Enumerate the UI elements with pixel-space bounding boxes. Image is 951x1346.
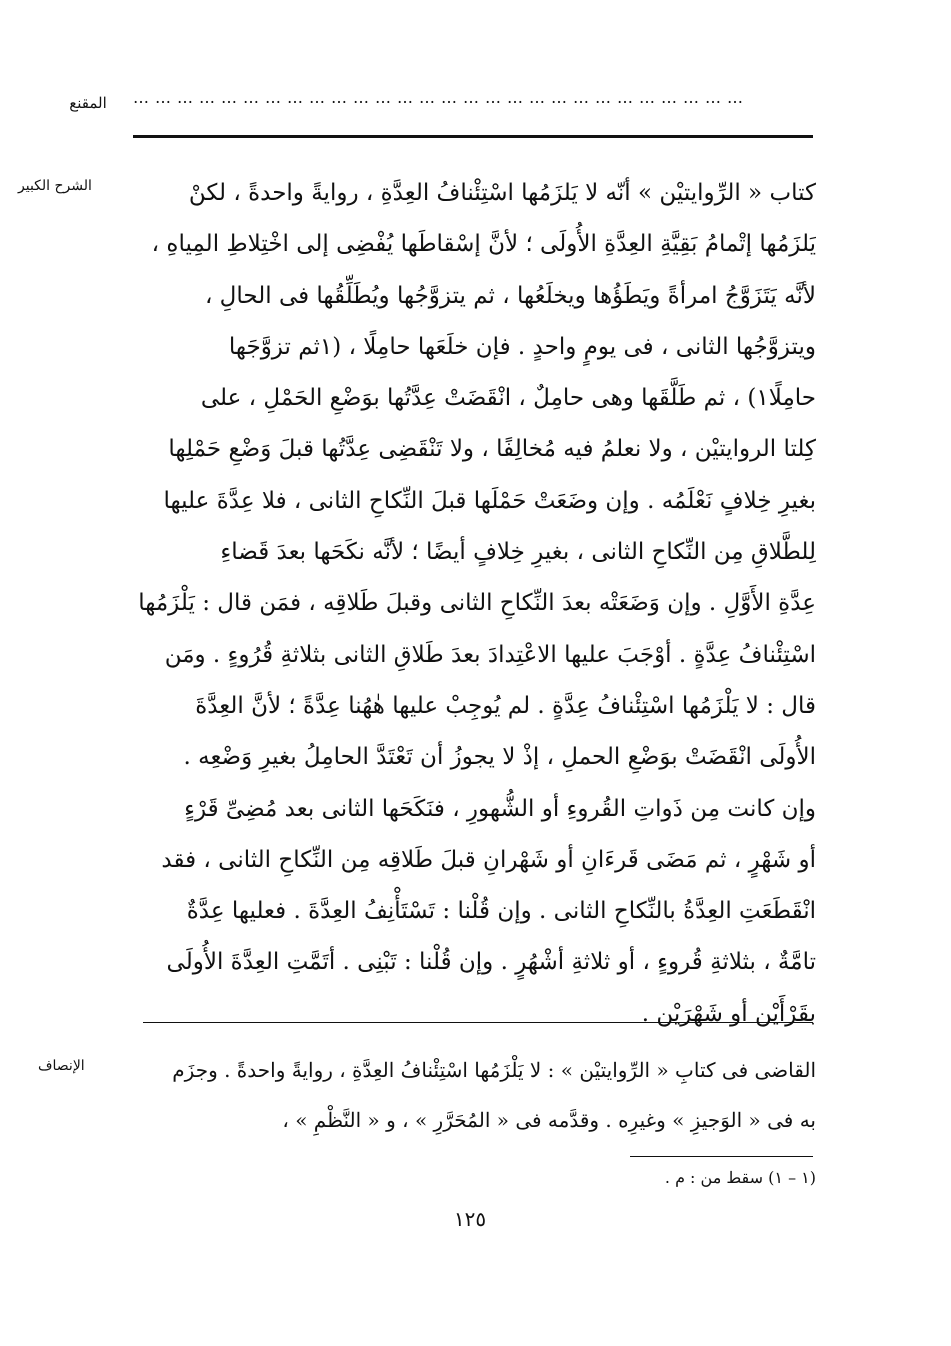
header-rule xyxy=(133,135,813,138)
text-line: كتاب « الرِّوايتيْن » أنّه لا يَلزَمُها اسْتِئْنافُ العِدَّةِ ، روايةً واحدةً ، لكنْ xyxy=(188,180,816,206)
text-line: عِدَّةِ الأَوَّلِ . وإن وَضَعَتْه بعدَ النِّكاحِ الثانى وقبلَ طَلاقِه ، فمَن قال : يَلْزَمُها xyxy=(138,590,816,617)
text-line: كِلتا الروايتيْن ، ولا نعلمُ فيه مُخالِفًا ، ولا تَنْقَضِى عِدَّتُها قبلَ وَضْعِ حَمْلِها xyxy=(168,436,816,463)
text-line: أو شَهْرٍ ، ثم مَضَى قَرءَانِ أو شَهْرانِ قبلَ طَلاقِه مِن النِّكاحِ الثانى ، فقد xyxy=(161,846,816,873)
text-line: ويتزوَّجُها الثانى ، فى يومٍ واحدٍ . فإن خلَعَها حامِلًا ، (١ثم تزوَّجَها xyxy=(228,333,816,360)
main-text-block xyxy=(128,168,816,1040)
text-line: لأنَّه يَتَزَوَّجُ امرأةً ويَطَؤُها ويخلَعُها ، ثم يتزوَّجُها ويُطَلِّقُها فى الحالِ ، xyxy=(204,282,816,309)
text-line: بغيرِ خِلافٍ نَعْلَمُه . وإن وضَعَتْ حَمْلَها قبلَ النِّكاحِ الثانى ، فلا عِدَّةَ عليها xyxy=(163,487,816,514)
section-divider xyxy=(143,1022,813,1023)
commentary-line: القاضى فى كتابِ « الرِّوايتيْن » : لا يَلْزَمُها اسْتِئْنافُ العِدَّةِ ، روايةً واحدةً . وجزَم xyxy=(172,1058,816,1082)
page-number: ١٢٥ xyxy=(453,1207,487,1231)
text-line: حامِلًا١) ، ثم طَلَّقَها وهى حامِلٌ ، انْقَضَتْ عِدَّتُها بوَضْعِ الحَمْلِ ، على xyxy=(200,385,816,412)
text-line: تامَّةٌ ، بثلاثةِ قُروءٍ ، أو ثلاثةِ أشْهُرٍ . وإن قُلْنا : تَبْنِى . أتَمَّتِ العِدَّةَ الأُولَى xyxy=(166,949,816,976)
side-label-main: الشرح الكبير xyxy=(18,178,92,194)
commentary-line: به فى « الوَجيزِ » وغيرِه . وقدَّمه فى « المُحَرَّرِ » ، و « النَّظْمِ » ، xyxy=(282,1108,816,1132)
footnote: (١ – ١) سقط من : م . xyxy=(664,1168,816,1187)
running-title: المقنع xyxy=(69,94,107,112)
text-line: الأُولَى انْقَضَتْ بوَضْعِ الحملِ ، إذْ لا يجوزُ أن تَعْتَدَّ الحامِلُ بغيرِ وَضْعِه . xyxy=(183,744,816,771)
footnote-rule xyxy=(630,1156,813,1157)
text-line: يَلزَمُها إتْمامُ بَقِيَّةِ العِدَّةِ الأُولَى ؛ لأنَّ إسْقاطَها يُفْضِى إلى اخْتِلاطِ المِياهِ ، xyxy=(151,231,816,258)
side-label-commentary: الإنصاف xyxy=(38,1058,85,1074)
text-line: لِلطَّلاقِ مِن النِّكاحِ الثانى ، بغيرِ خِلافٍ أيضًا ؛ لأنَّه نكَحَها بعدَ قَضاءِ xyxy=(220,539,816,566)
text-line: وإن كانت مِن ذَواتِ القُروءِ أو الشُّهورِ ، فنَكَحَها الثانى بعد مُضِىِّ قَرْءٍ xyxy=(184,795,816,822)
text-line: بقَرْأَيْن أو شَهْرَيْن . xyxy=(641,1000,816,1027)
text-line: اسْتِئْنافُ عِدَّةٍ . أوْجَبَ عليها الاعْتِدادَ بعدَ طَلاقِ الثانى بثلاثةِ قُرُوءٍ . ومَن xyxy=(164,641,816,668)
text-line: انْقَطَعَتِ العِدَّةُ بالنِّكاحِ الثانى . وإن قُلْنا : تَسْتَأْنِفُ العِدَّةَ . فعليها عِدَّةٌ xyxy=(186,898,816,925)
text-line: قال : لا يَلْزَمُها اسْتِئْنافُ عِدَّةٍ . لم يُوجِبْ عليها هٰهُنا عِدَّةً ؛ لأنَّ العِدَّةَ xyxy=(195,692,816,719)
commentary-block xyxy=(128,1045,816,1145)
header-dotted-leader: ………………………………………………………………………… xyxy=(133,88,749,107)
